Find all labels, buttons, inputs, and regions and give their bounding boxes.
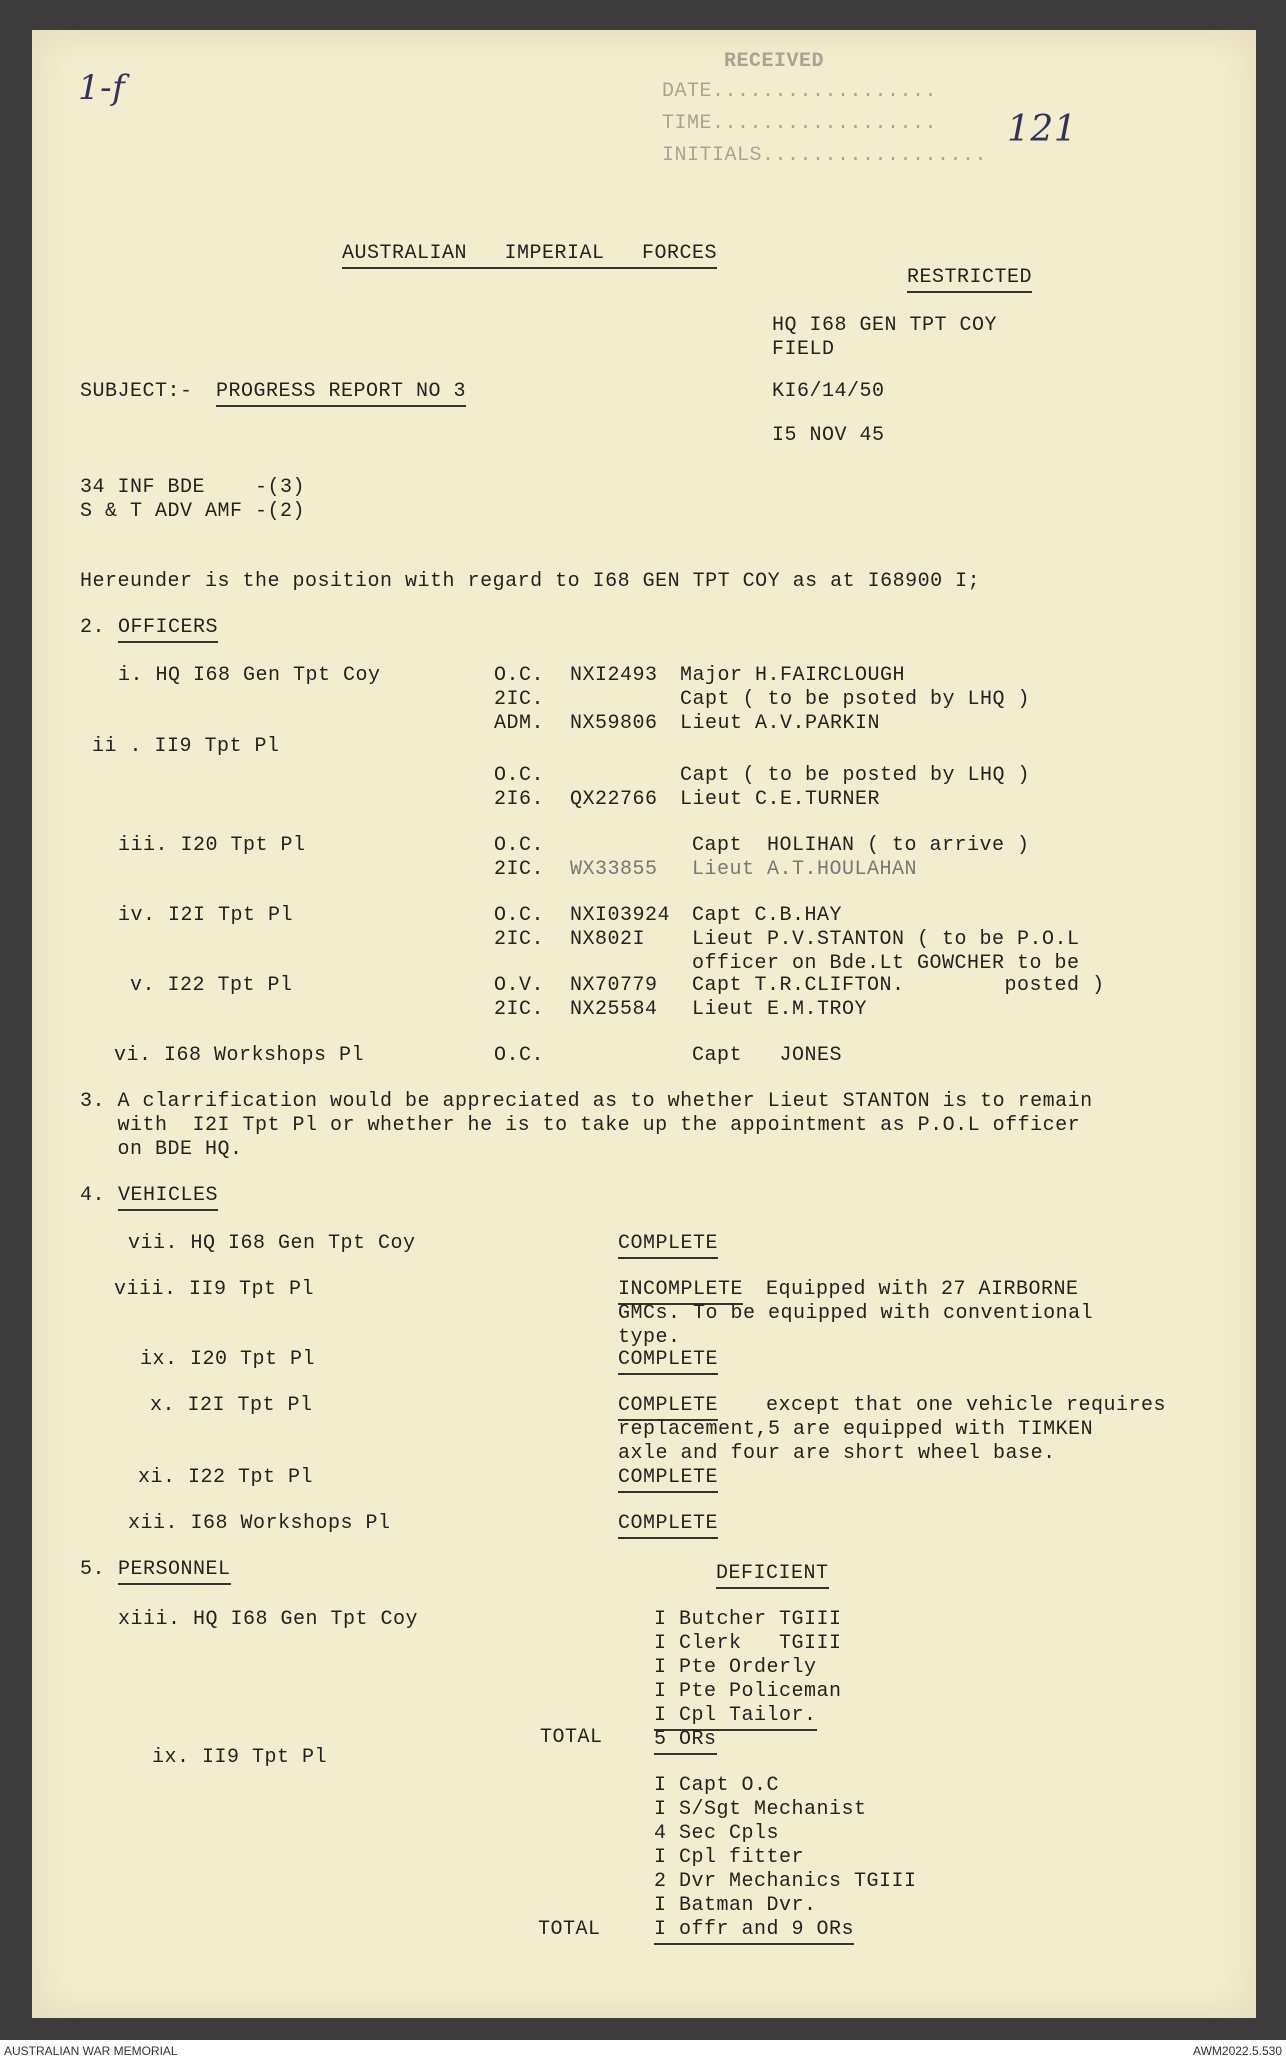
section-heading-personnel: PERSONNEL — [118, 1558, 231, 1585]
personnel-unit-label: ix. II9 Tpt Pl — [152, 1746, 328, 1769]
vehicle-note: replacement,5 are equipped with TIMKEN — [618, 1418, 1094, 1441]
vehicle-status: COMPLETE — [618, 1512, 718, 1539]
officer-role: O.C. — [494, 664, 545, 687]
vehicle-unit-label: vii. HQ I68 Gen Tpt Coy — [128, 1232, 416, 1255]
vehicle-note: axle and four are short wheel base. — [618, 1442, 1056, 1465]
received-stamp-time: TIME.................. — [662, 112, 938, 135]
vehicle-note: Equipped with 27 AIRBORNE — [766, 1278, 1079, 1301]
total-value: 5 ORs — [654, 1728, 717, 1755]
officer-number: WX33855 — [570, 858, 658, 881]
officer-role: O.V. — [494, 974, 545, 997]
officer-name: Lieut A.T.HOULAHAN — [692, 858, 918, 881]
deficiency-item: 4 Sec Cpls — [654, 1822, 780, 1845]
officer-role: 2IC. — [494, 928, 545, 951]
officer-role: 2I6. — [494, 788, 545, 811]
officer-number: NX70779 — [570, 974, 658, 997]
officer-number: QX22766 — [570, 788, 658, 811]
officer-name: Lieut A.V.PARKIN — [680, 712, 881, 735]
vehicle-unit-label: x. I2I Tpt Pl — [150, 1394, 313, 1417]
deficiency-item: I S/Sgt Mechanist — [654, 1798, 867, 1821]
deficiency-item: I Batman Dvr. — [654, 1894, 817, 1917]
received-stamp-title: RECEIVED — [724, 50, 825, 73]
vehicle-status: COMPLETE — [618, 1466, 718, 1493]
intro-paragraph: Hereunder is the position with regard to I68 GEN TPT COY as at I68900 I; — [80, 570, 981, 593]
vehicle-status: INCOMPLETE — [618, 1278, 743, 1305]
vehicle-note: type. — [618, 1326, 681, 1349]
officer-number: NX802I — [570, 928, 646, 951]
officer-unit-label: ii . II9 Tpt Pl — [92, 735, 280, 758]
total-label: TOTAL — [540, 1726, 603, 1749]
subject-label: SUBJECT:- — [80, 380, 193, 403]
officer-number: NX25584 — [570, 998, 658, 1021]
archive-credit: AUSTRALIAN WAR MEMORIAL — [4, 2044, 178, 2058]
officer-name: officer on Bde.Lt GOWCHER to be — [692, 952, 1080, 975]
officer-unit-label: iii. I20 Tpt Pl — [118, 834, 306, 857]
officer-role: O.C. — [494, 1044, 545, 1067]
handwritten-mark: 1-f — [78, 68, 126, 108]
subject-text: PROGRESS REPORT NO 3 — [216, 380, 466, 407]
deficiency-item: I Pte Orderly — [654, 1656, 817, 1679]
officer-role: 2IC. — [494, 858, 545, 881]
paragraph-3-line: 3. A clarrification would be appreciated as to whether Lieut STANTON is to remain — [80, 1090, 1093, 1113]
document-date: I5 NOV 45 — [772, 424, 885, 447]
officer-role: 2IC. — [494, 688, 545, 711]
distribution-line: 34 INF BDE -(3) — [80, 476, 306, 499]
classification: RESTRICTED — [907, 266, 1032, 293]
from-location: FIELD — [772, 338, 835, 361]
deficiency-item: I Cpl Tailor. — [654, 1704, 817, 1731]
received-stamp-date: DATE.................. — [662, 80, 938, 103]
file-reference: KI6/14/50 — [772, 380, 885, 403]
officer-unit-label: iv. I2I Tpt Pl — [118, 904, 294, 927]
officer-name: Major H.FAIRCLOUGH — [680, 664, 906, 687]
officer-name: Capt T.R.CLIFTON. posted ) — [692, 974, 1105, 997]
officer-name: Lieut P.V.STANTON ( to be P.O.L — [692, 928, 1080, 951]
officer-name: Lieut C.E.TURNER — [680, 788, 881, 811]
vehicle-status: COMPLETE — [618, 1232, 718, 1259]
received-stamp-initials: INITIALS.................. — [662, 144, 988, 167]
deficient-heading: DEFICIENT — [716, 1562, 829, 1589]
distribution-line: S & T ADV AMF -(2) — [80, 500, 306, 523]
deficiency-item: 2 Dvr Mechanics TGIII — [654, 1870, 917, 1893]
officer-name: Capt HOLIHAN ( to arrive ) — [692, 834, 1030, 857]
officer-unit-label: i. HQ I68 Gen Tpt Coy — [118, 664, 381, 687]
caption-strip — [0, 2040, 1286, 2061]
officer-role: 2IC. — [494, 998, 545, 1021]
section-number: 5. — [80, 1558, 106, 1581]
section-number: 2. — [80, 616, 106, 639]
officer-number: NX59806 — [570, 712, 658, 735]
section-number: 4. — [80, 1184, 106, 1207]
officer-name: Capt C.B.HAY — [692, 904, 843, 927]
vehicle-status: COMPLETE — [618, 1348, 718, 1375]
officer-number: NXI2493 — [570, 664, 658, 687]
total-value: I offr and 9 ORs — [654, 1918, 854, 1945]
officer-name: Lieut E.M.TROY — [692, 998, 868, 1021]
document-title: AUSTRALIAN IMPERIAL FORCES — [342, 242, 717, 269]
total-label: TOTAL — [538, 1918, 601, 1941]
vehicle-status: COMPLETE — [618, 1394, 718, 1421]
paragraph-3-line: on BDE HQ. — [80, 1138, 243, 1161]
deficiency-item: I Cpl fitter — [654, 1846, 805, 1869]
officer-role: O.C. — [494, 834, 545, 857]
vehicle-note: GMCs. To be equipped with conventional — [618, 1302, 1094, 1325]
vehicle-unit-label: viii. II9 Tpt Pl — [114, 1278, 315, 1301]
from-unit: HQ I68 GEN TPT COY — [772, 314, 998, 337]
handwritten-folio: 121 — [1007, 109, 1078, 150]
officer-role: O.C. — [494, 904, 545, 927]
section-heading-vehicles: VEHICLES — [118, 1184, 218, 1211]
officer-unit-label: v. I22 Tpt Pl — [130, 974, 293, 997]
officer-role: ADM. — [494, 712, 545, 735]
vehicle-unit-label: ix. I20 Tpt Pl — [140, 1348, 316, 1371]
deficiency-item: I Capt O.C — [654, 1774, 780, 1797]
archive-reference: AWM2022.5.530 — [1193, 2044, 1282, 2058]
vehicle-unit-label: xi. I22 Tpt Pl — [138, 1466, 314, 1489]
officer-unit-label: vi. I68 Workshops Pl — [114, 1044, 365, 1067]
officer-number: NXI03924 — [570, 904, 671, 927]
officer-name: Capt JONES — [692, 1044, 843, 1067]
section-heading-officers: OFFICERS — [118, 616, 218, 643]
deficiency-item: I Pte Policeman — [654, 1680, 842, 1703]
officer-name: Capt ( to be psoted by LHQ ) — [680, 688, 1031, 711]
vehicle-note: except that one vehicle requires — [766, 1394, 1167, 1417]
personnel-unit-label: xiii. HQ I68 Gen Tpt Coy — [118, 1608, 419, 1631]
officer-name: Capt ( to be posted by LHQ ) — [680, 764, 1031, 787]
deficiency-item: I Clerk TGIII — [654, 1632, 842, 1655]
paragraph-3-line: with I2I Tpt Pl or whether he is to take up the appointment as P.O.L officer — [80, 1114, 1081, 1137]
officer-role: O.C. — [494, 764, 545, 787]
vehicle-unit-label: xii. I68 Workshops Pl — [128, 1512, 391, 1535]
document-page — [32, 30, 1256, 2018]
deficiency-item: I Butcher TGIII — [654, 1608, 842, 1631]
